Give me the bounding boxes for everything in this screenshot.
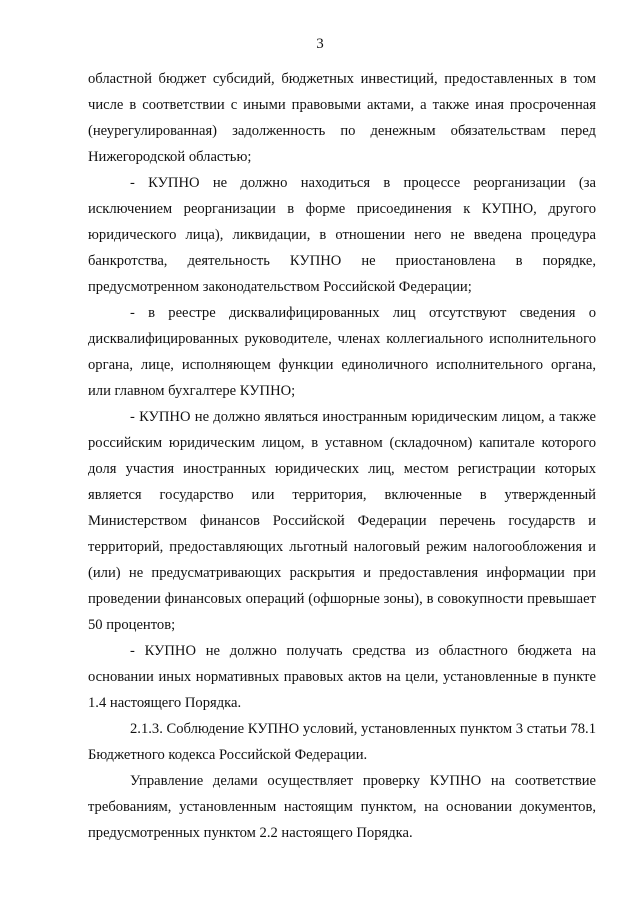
paragraph-verification: Управление делами осуществляет проверку КУПНО на соответствие требованиям, установленным настоящим пунктом, на основании документов, предусмотренных пунктом 2.2 настоящего Порядка. (88, 773, 596, 841)
paragraph-foreign-entity: - КУПНО не должно являться иностранным юридическим лицом, а также российским юридическим лицом, в уставном (складочном) капитале которого доля участия иностранных юридических лиц, местом регистрации которых является государство или территория, включенные в утвержденный Министерством финансов Российской Федерации перечень государств и территорий, предоставляющих льготный налоговый режим налогообложения и (или) не предусматривающих раскрытия и предоставления информации при проведении финансовых операций (офшорные зоны), в совокупности превышает 50 процентов; (88, 409, 596, 633)
paragraph-reorganization: - КУПНО не должно находиться в процессе реорганизации (за исключением реорганизации в форме присоединения к КУПНО, другого юридического лица), ликвидации, в отношении него не введена процедура банкротства, деятельность КУПНО не приостановлена в порядке, предусмотренном законодательством Российской Федерации; (88, 175, 596, 295)
paragraph-clause-2-1-3: 2.1.3. Соблюдение КУПНО условий, установленных пунктом 3 статьи 78.1 Бюджетного кодекса Российской Федерации. (88, 721, 596, 763)
paragraph-other-funding: - КУПНО не должно получать средства из областного бюджета на основании иных нормативных правовых актов на цели, установленные в пункте 1.4 настоящего Порядка. (88, 643, 596, 711)
page-number: 3 (316, 36, 324, 52)
paragraph-disqualified-persons: - в реестре дисквалифицированных лиц отсутствуют сведения о дисквалифицированных руководителе, членах коллегиального исполнительного органа, лице, исполняющем функции единоличного исполнительного органа, или главном бухгалтере КУПНО; (88, 305, 596, 399)
paragraph-continuation: областной бюджет субсидий, бюджетных инвестиций, предоставленных в том числе в соответствии с иными правовыми актами, а также иная просроченная (неурегулированная) задолженность по денежным обязательствам перед Нижегородской областью; (88, 71, 596, 165)
document-body (88, 66, 596, 846)
